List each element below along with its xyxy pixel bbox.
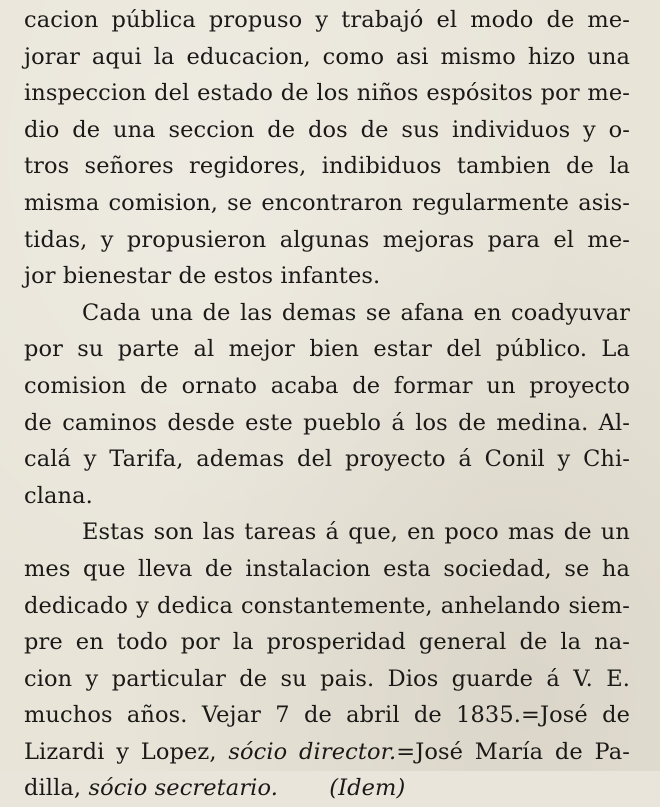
text-line: dedicado y dedica constantemente, anhelando siem- — [24, 592, 630, 619]
text-line: Estas son las tareas á que, en poco mas de un — [82, 519, 630, 546]
paragraph-education — [24, 2, 630, 295]
text-line: Cada una de las demas se afana en coadyuvar — [82, 299, 630, 326]
signer-role-director: sócio director. — [228, 738, 397, 765]
text-line: muchos años. Vejar 7 de abril de 1835.=José de — [24, 702, 630, 729]
idem-note: (Idem) — [329, 775, 406, 802]
paragraph-closing — [24, 514, 630, 807]
text-line: jor bienestar de estos infantes. — [24, 263, 381, 290]
text-line: misma comision, se encontraron regularmente asis- — [24, 189, 630, 216]
text-line: cacion pública propuso y trabajó el modo de me- — [24, 7, 630, 33]
signature-line-director — [24, 734, 630, 771]
text-line: inspeccion del estado de los niños espósitos por me- — [24, 80, 630, 107]
text-line: comision de ornato acaba de formar un proyecto — [24, 372, 630, 399]
text-line: dio de una seccion de dos de sus individuos y o- — [24, 116, 630, 143]
text-line: tros señores regidores, indibiduos tambien de la — [24, 153, 630, 180]
text-line: de caminos desde este pueblo á los de medina. Al- — [24, 409, 630, 436]
text-line: calá y Tarifa, ademas del proyecto á Conil y Chi- — [24, 446, 630, 473]
text-line: jorar aqui la educacion, como asi mismo hizo una — [24, 43, 630, 70]
signer-role-secretary: sócio secretario. — [88, 775, 278, 802]
signer-name-end: dilla, — [24, 775, 82, 802]
signer-name: Lizardi y Lopez, — [24, 738, 217, 765]
text-line: tidas, y propusieron algunas mejoras para el me- — [24, 226, 630, 253]
signature-line-secretary — [24, 770, 630, 807]
paragraph-ornato — [24, 295, 630, 515]
signer-secretary-name: =José María de Pa- — [396, 738, 630, 765]
text-line: cion y particular de su pais. Dios guarde á V. E. — [24, 665, 630, 692]
text-line: clana. — [24, 482, 93, 509]
text-line: por su parte al mejor bien estar del público. La — [24, 336, 630, 363]
text-line: pre en todo por la prosperidad general de la na- — [24, 629, 630, 656]
text-line: mes que lleva de instalacion esta sociedad, se ha — [24, 555, 630, 582]
